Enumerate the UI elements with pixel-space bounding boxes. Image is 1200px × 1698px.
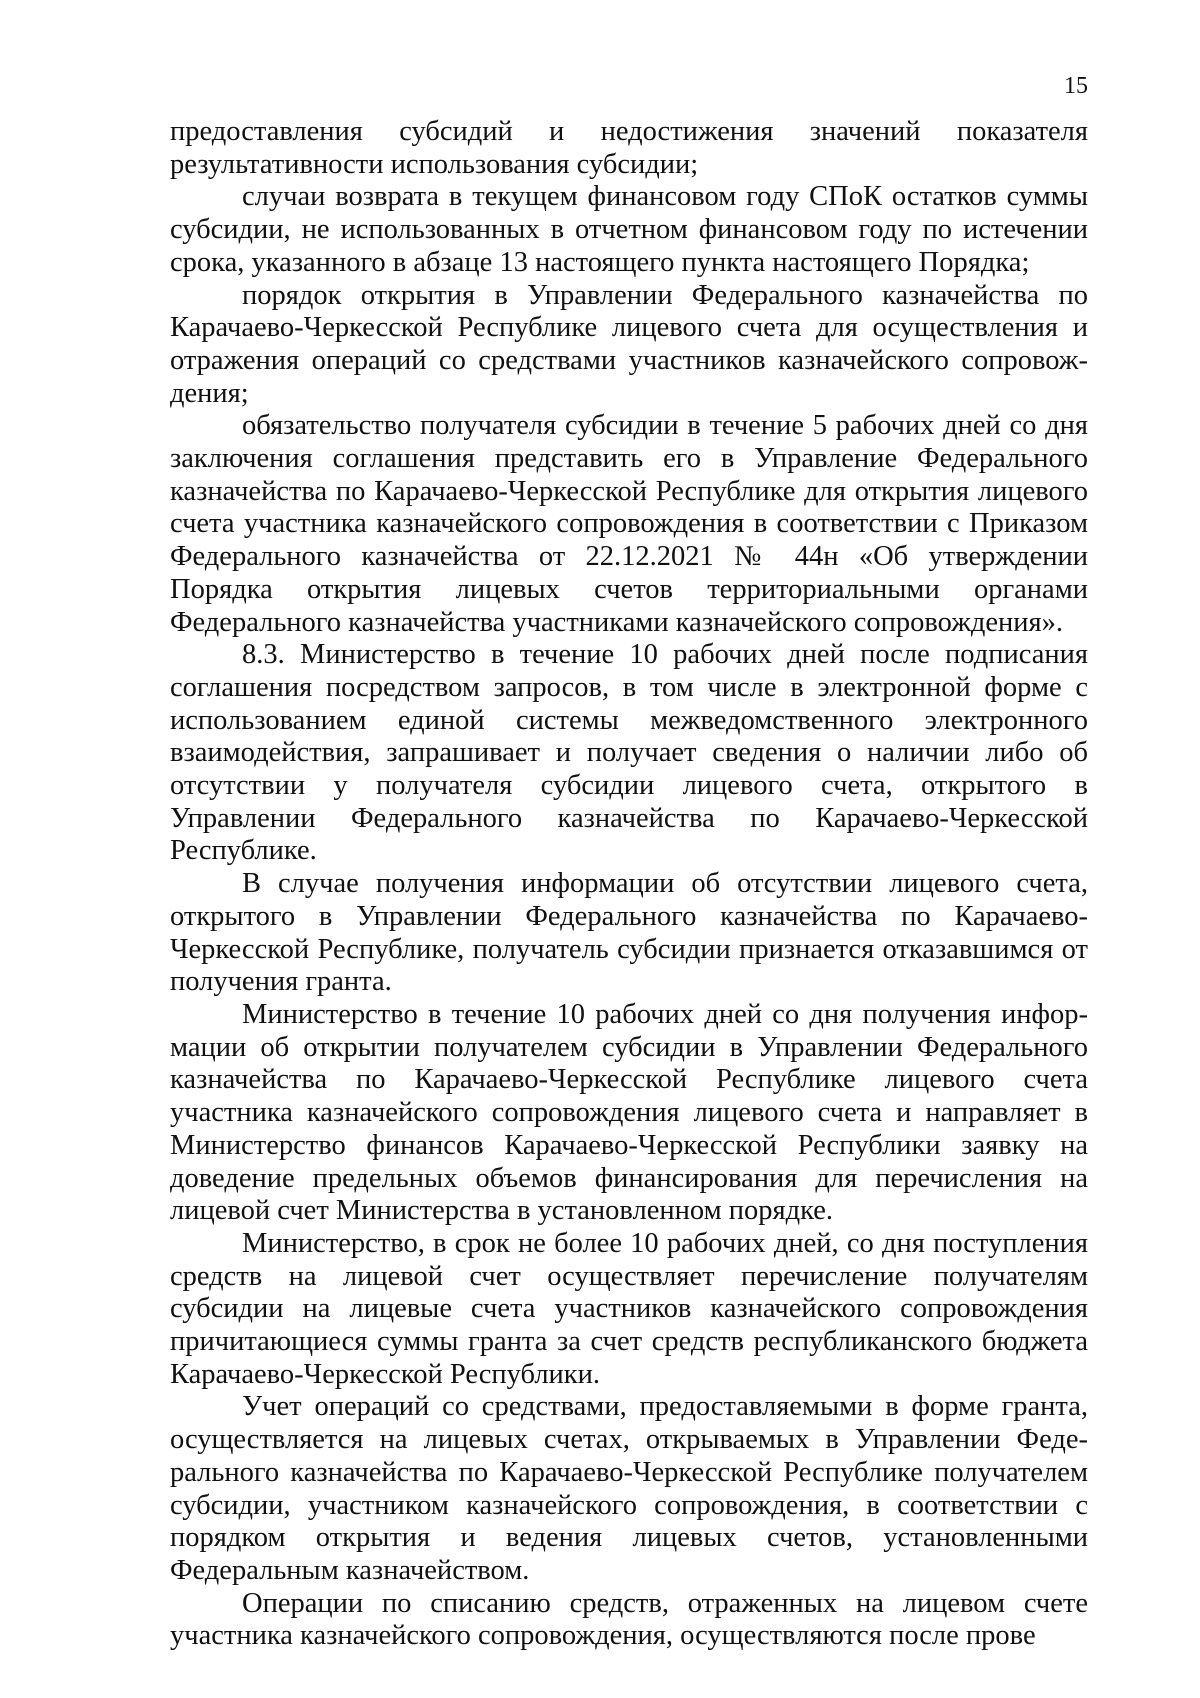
paragraph-8: Министерство, в срок не более 10 рабочих дней, со дня поступления средств на лицевой счет осуществляет перечисление получателям субсидии на лицевые счета участников казначейского сопровождения причитающиеся суммы гранта за счет средств республиканского бюджета Карачаево-Черкесской Республики. bbox=[170, 1227, 1088, 1390]
paragraph-1: предоставления субсидий и недостижения значений показателя результативности использования субсидии; bbox=[170, 116, 1088, 180]
paragraph-10: Операции по списанию средств, отраженных на лицевом счете участника казначейского сопровождения, осуществляются после прове bbox=[170, 1587, 1088, 1652]
paragraph-9: Учет операций со средствами, предоставляемыми в форме гранта, осуществляется на лицевых счетах, открываемых в Управлении Федерального казначейства по Карачаево-Черкесской Республике получателем субсидии, участником казначейского сопровождения, в соответствии с порядком открытия и ведения лицевых счетов, установленными Федеральным казначейством. bbox=[170, 1391, 1088, 1586]
paragraph-5: 8.3. Министерство в течение 10 рабочих дней после подписания соглашения посредством запросов, в том числе в электронной форме с использованием единой системы межведомственного электронного взаимодействия, запрашивает и получает сведения о наличии либо об отсутствии у получателя субсидии лицевого счета, открытого в Управлении Федерального казначейства по Карачаево-Черкесской Республике. bbox=[170, 639, 1088, 867]
paragraph-3: порядок открытия в Управлении Федерального казначейства по Карачаево-Черкесской Республике лицевого счета для осуществления и отражения операций со средствами участников казначейского сопровождения; bbox=[170, 279, 1088, 409]
document-body bbox=[170, 116, 1088, 1653]
paragraph-2: случаи возврата в текущем финансовом году СПоК остатков суммы субсидии, не использованных в отчетном финансовом году по истечении срока, указанного в абзаце 13 настоящего пункта настоящего Порядка; bbox=[170, 181, 1088, 278]
paragraph-6: В случае получения информации об отсутствии лицевого счета, открытого в Управлении Федерального казначейства по Карачаево-Черкесской Республике, получатель субсидии признается отказавшимся от получения гранта. bbox=[170, 868, 1088, 998]
paragraph-7: Министерство в течение 10 рабочих дней со дня получения информации об открытии получателем субсидии в Управлении Федерального казначейства по Карачаево-Черкесской Республике лицевого счета участника казначейского сопровождения лицевого счета и направляет в Министерство финансов Карачаево-Черкесской Республики заявку на доведение предельных объемов финансирования для перечисления на лицевой счет Министерства в установленном порядке. bbox=[170, 998, 1088, 1227]
page-number: 15 bbox=[1064, 73, 1088, 99]
paragraph-4: обязательство получателя субсидии в течение 5 рабочих дней со дня заключения соглашения представить его в Управление Федерального казначейства по Карачаево-Черкесской Республике для открытия лицевого счета участника казначейского сопровождения в соответствии с Приказом Федерального казначейства от 22.12.2021 № 44н «Об утверждении Порядка открытия лицевых счетов территориальными органами Федерального казначейства участниками казначейского сопровождения». bbox=[170, 410, 1088, 638]
